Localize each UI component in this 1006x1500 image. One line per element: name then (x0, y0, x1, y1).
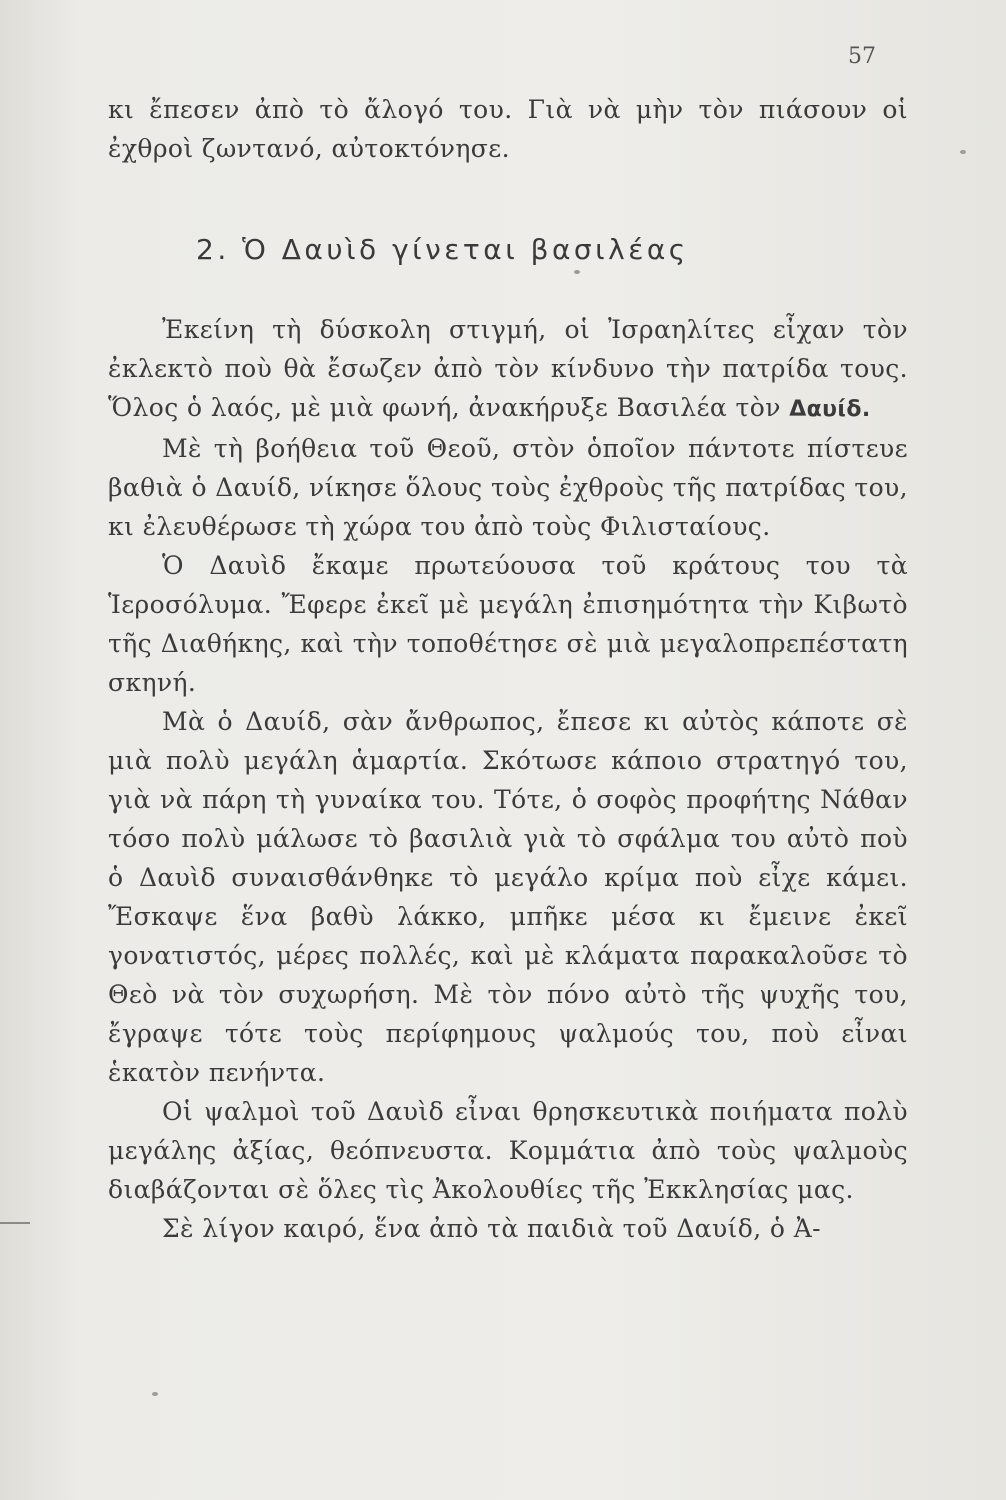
margin-mark (0, 1222, 30, 1224)
paragraph-1 (108, 310, 908, 429)
paragraph-3: Ὁ Δαυὶδ ἔκαμε πρωτεύουσα τοῦ κράτους του τὰ Ἱεροσόλυμα. Ἔφερε ἐκεῖ μὲ μεγάλη ἐπισημότητα τὴν Κιβωτὸ τῆς Διαθήκης, καὶ τὴν τοποθέτησε σὲ μιὰ μεγαλοπρεπέστατη σκηνή. (108, 551, 908, 697)
paragraph-4: Μὰ ὁ Δαυίδ, σὰν ἄνθρωπος, ἔπεσε κι αὐτὸς κάποτε σὲ μιὰ πολὺ μεγάλη ἁμαρτία. Σκότωσε κάποιο στρατηγό του, γιὰ νὰ πάρη τὴ γυναίκα του. Τότε, ὁ σοφὸς προφήτης Νάθαν τόσο πολὺ μάλωσε τὸ βασιλιὰ γιὰ τὸ σφάλμα του αὐτὸ ποὺ ὁ Δαυὶδ συναισθάνθηκε τὸ μεγάλο κρίμα ποὺ εἶχε κάμει. Ἔσκαψε ἕνα βαθὺ λάκκο, μπῆκε μέσα κι ἔμεινε ἐκεῖ γονατιστός, μέρες πολλές, καὶ μὲ κλάματα παρακαλοῦσε τὸ Θεὸ νὰ τὸν συχωρήση. Μὲ τὸν πόνο αὐτὸ τῆς ψυχῆς του, ἔγραψε τότε τοὺς περίφημους ψαλμούς του, ποὺ εἶναι ἑκατὸν πενήντα. (108, 707, 908, 1087)
paper-speck (960, 150, 966, 154)
paragraph-continuation: κι ἔπεσεν ἀπὸ τὸ ἄλογό του. Γιὰ νὰ μὴν τὸν πιάσουν οἱ ἐχθροὶ ζωντανό, αὐτοκτόνησε. (108, 95, 908, 163)
paragraph-1-end-word: Δαυίδ. (789, 397, 871, 422)
paragraph-5: Οἱ ψαλμοὶ τοῦ Δαυὶδ εἶναι θρησκευτικὰ ποιήματα πολὺ μεγάλης ἀξίας, θεόπνευστα. Κομμάτια ἀπὸ τοὺς ψαλμοὺς διαβάζονται σὲ ὅλες τὶς Ἀκολουθίες τῆς Ἐκκλησίας μας. (108, 1097, 908, 1204)
paper-speck (574, 270, 580, 274)
paragraph-2: Μὲ τὴ βοήθεια τοῦ Θεοῦ, στὸν ὁποῖον πάντοτε πίστευε βαθιὰ ὁ Δαυίδ, νίκησε ὅλους τοὺς ἐχθροὺς τῆς πατρίδας του, κι ἐλευθέρωσε τὴ χώρα του ἀπὸ τοὺς Φιλισταίους. (108, 434, 908, 541)
page-text (108, 90, 908, 1248)
page-number: 57 (848, 44, 876, 69)
paper-speck (152, 1392, 158, 1396)
section-heading: 2. Ὁ Δαυὶδ γίνεται βασιλέας (196, 233, 689, 266)
paragraph-1-text: Ἐκείνη τὴ δύσκολη στιγμή, οἱ Ἰσραηλίτες εἶχαν τὸν ἐκλεκτὸ ποὺ θὰ ἔσωζεν ἀπὸ τὸν κίνδυνο τὴν πατρίδα τους. Ὅλος ὁ λαός, μὲ μιὰ φωνή, ἀνακήρυξε Βασιλέα τὸν (108, 315, 908, 422)
paragraph-6: Σὲ λίγον καιρό, ἕνα ἀπὸ τὰ παιδιὰ τοῦ Δαυίδ, ὁ Ἀ- (162, 1214, 821, 1243)
